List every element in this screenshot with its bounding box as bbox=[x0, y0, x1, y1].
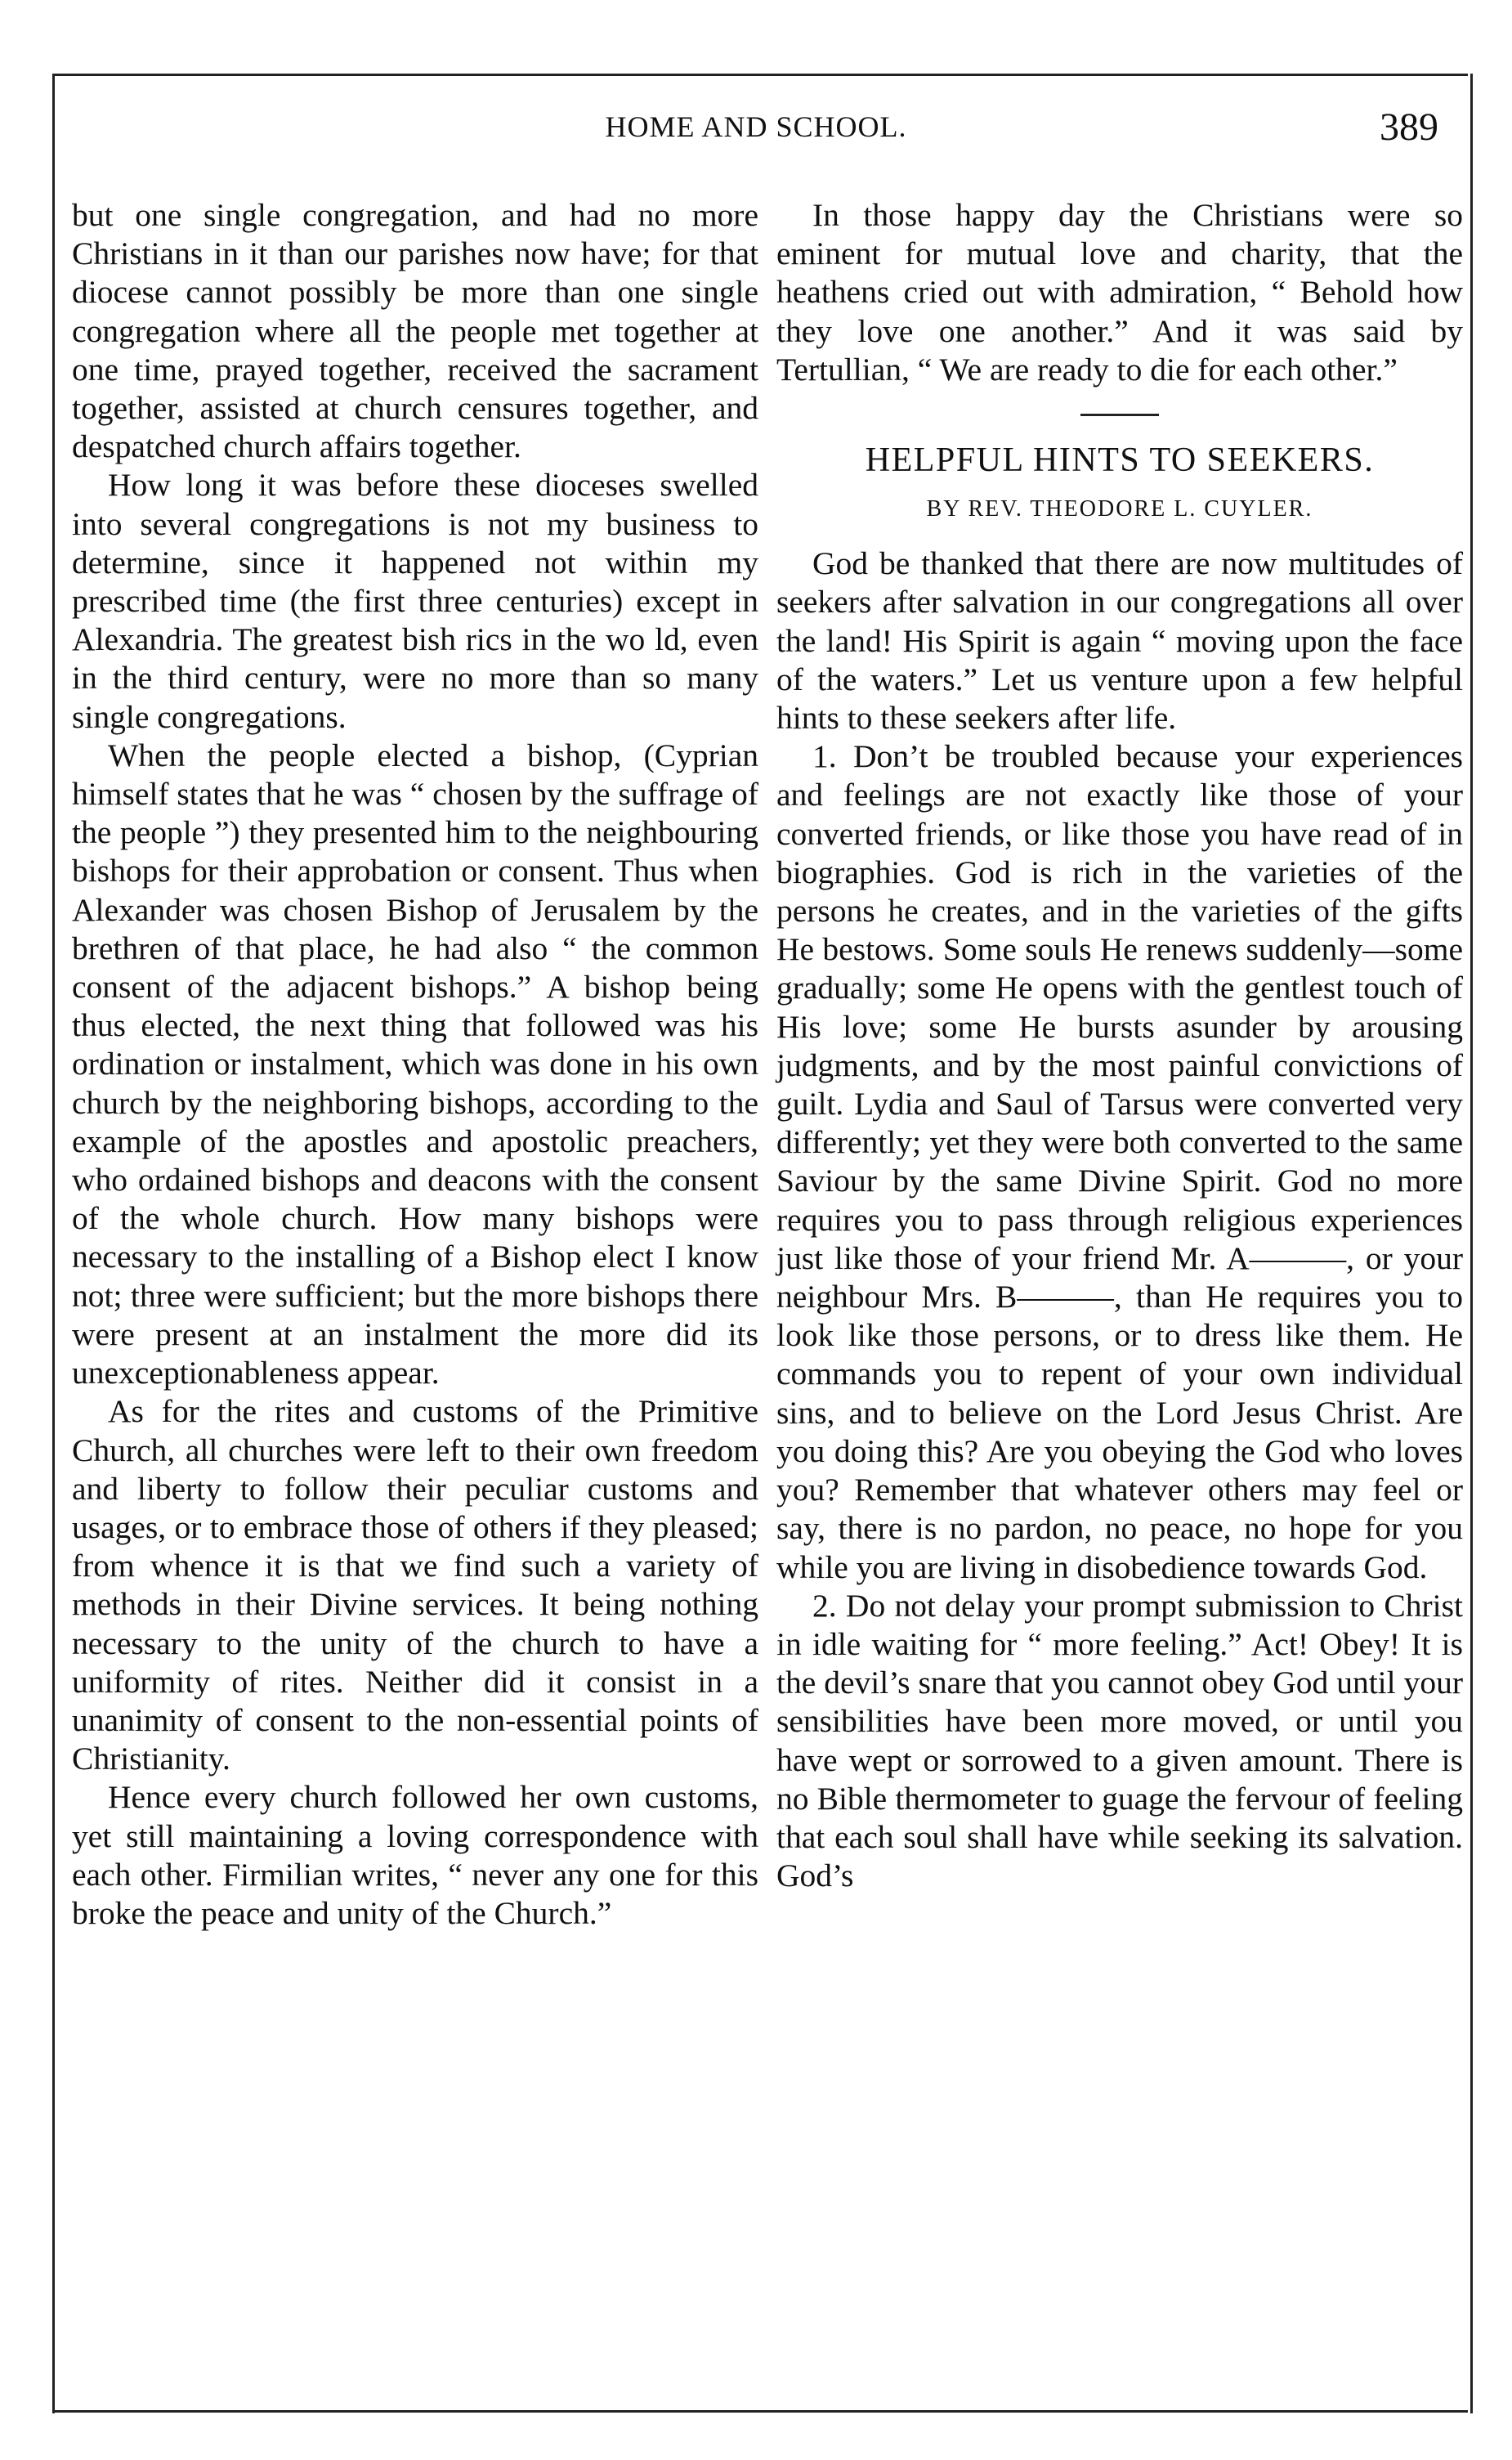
right-column bbox=[776, 196, 1463, 1895]
byline-author: THEODORE L. CUYLER. bbox=[1030, 496, 1313, 522]
section-divider bbox=[1080, 414, 1159, 416]
page-number: 389 bbox=[1380, 105, 1438, 149]
byline-prefix: BY REV. bbox=[926, 496, 1023, 522]
byline bbox=[776, 490, 1463, 528]
running-head: HOME AND SCHOOL. bbox=[605, 110, 907, 143]
bottom-border-rule bbox=[52, 2410, 1468, 2413]
paragraph: In those happy day the Christians were so eminent for mutual love and charity, that the heathens cried out with admiration, “ Behold how they love one another.” And it was said by Tertullian, “ We are ready to die for each other.” bbox=[776, 197, 1463, 388]
paragraph: Hence every church followed her own customs, yet still maintaining a loving correspondence with each other. Firmilian writes, “ never any one for this broke the peace and unity of the Church.” bbox=[72, 1779, 758, 1931]
paragraph: but one single congregation, and had no more Christians in it than our parishes now have; for that diocese cannot possibly be more than one single congregation where all the people met together at one time, prayed together, received the sacrament together, assisted at church censures together, and despatched church affairs together. bbox=[72, 197, 758, 465]
paragraph: God be thanked that there are now multitudes of seekers after salvation in our congregations all over the land! His Spirit is again “ moving upon the face of the waters.” Let us venture upon a few helpful hints to these seekers after life. bbox=[776, 545, 1463, 737]
left-column bbox=[72, 196, 758, 1933]
paragraph: As for the rites and customs of the Primitive Church, all churches were left to their own freedom and liberty to follow their peculiar customs and usages, or to embrace those of others if they pleased; from whence it is that we find such a variety of methods in their Divine services. It being nothing necessary to the unity of the church to have a uniformity of rites. Neither did it consist in a unanimity of consent to the non-essential points of Christianity. bbox=[72, 1393, 758, 1777]
paragraph: 2. Do not delay your prompt submission to Christ in idle waiting for “ more feeling.” Act! Obey! It is the devil’s snare that you cannot obey God until your sensibilities have been more moved, or until you have wept or sorrowed to a given amount. There is no Bible thermometer to guage the fervour of feeling that each soul shall have while seeking its salvation. God’s bbox=[776, 1587, 1463, 1894]
paragraph: When the people elected a bishop, (Cyprian himself states that he was “ chosen by the suffrage of the people ”) they presented him to the neighbouring bishops for their approbation or consent. Thus when Alexander was chosen Bishop of Jerusalem by the brethren of that place, he had also “ the common consent of the adjacent bishops.” A bishop being thus elected, the next thing that followed was his ordination or instalment, which was done in his own church by the neighboring bishops, according to the example of the apostles and apostolic preachers, who ordained bishops and deacons with the consent of the whole church. How many bishops were necessary to the installing of a Bishop elect I know not; three were sufficient; but the more bishops there were present at an instalment the more did its unexceptionableness appear. bbox=[72, 737, 758, 1391]
paragraph: How long it was before these dioceses swelled into several congregations is not my business to determine, since it happened not within my prescribed time (the first three centuries) except in Alexandria. The greatest bish rics in the wo ld, even in the third century, were no more than so many single congregations. bbox=[72, 467, 758, 735]
article-title: HELPFUL HINTS TO SEEKERS. bbox=[865, 441, 1375, 480]
paragraph: 1. Don’t be troubled because your experiences and feelings are not exactly like those of your converted friends, or like those you have read of in biographies. God is rich in the varieties of the persons he creates, and in the varieties of the gifts He bestows. Some souls He renews suddenly—some gradually; some He opens with the gentlest touch of His love; some He bursts asunder by arousing judgments, and by the most painful convictions of guilt. Lydia and Saul of Tarsus were converted very differently; yet they were both converted to the same Saviour by the same Divine Spirit. God no more requires you to pass through religious experiences just like those of your friend Mr. A———, or your neighbour Mrs. B———, than He requires you to look like those persons, or to dress like them. He commands you to repent of your own individual sins, and to believe on the Lord Jesus Christ. Are you doing this? Are you obeying the God who loves you? Remember that whatever others may feel or say, there is no pardon, no peace, no hope for you while you are living in disobedience towards God. bbox=[776, 738, 1463, 1585]
page-header bbox=[65, 105, 1447, 162]
